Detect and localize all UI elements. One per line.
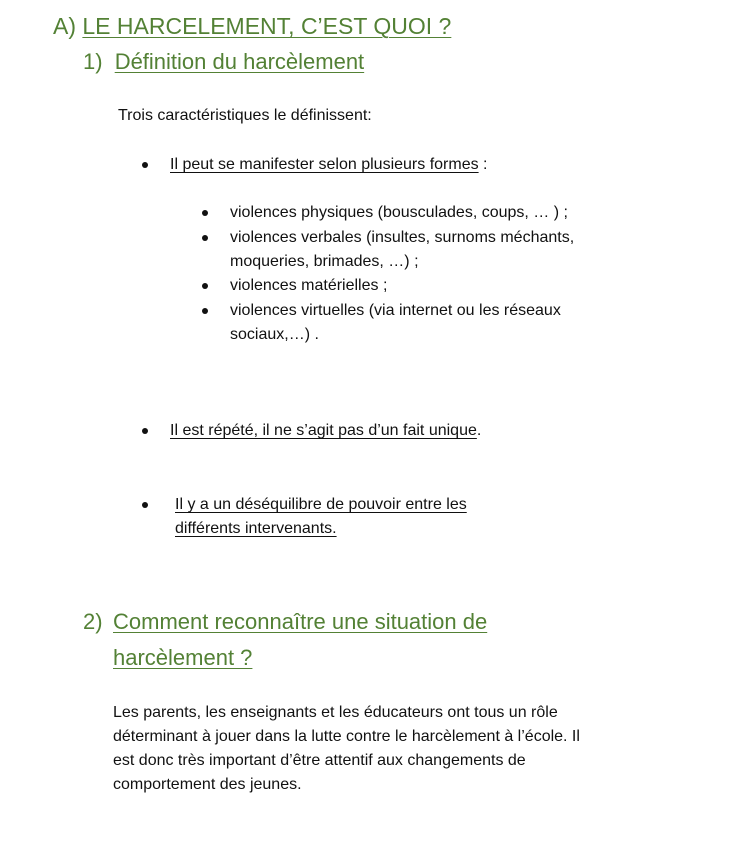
form-item-4-line1: violences virtuelles (via internet ou les réseaux	[230, 302, 561, 319]
paragraph-line-4: comportement des jeunes.	[113, 776, 302, 793]
characteristic-1-text: Il peut se manifester selon plusieurs formes	[170, 156, 479, 173]
bullet-icon	[142, 162, 148, 168]
form-item-4-line2: sociaux,…) .	[230, 326, 319, 343]
bullet-icon	[202, 210, 208, 216]
subsection-2-title-line2: harcèlement ?	[113, 645, 253, 670]
section-a-heading	[53, 11, 451, 41]
paragraph-line-1: Les parents, les enseignants et les éducateurs ont tous un rôle	[113, 704, 558, 721]
bullet-icon	[142, 502, 148, 508]
intro-text: Trois caractéristiques le définissent:	[118, 107, 372, 124]
section-a-prefix: A)	[53, 13, 76, 39]
characteristic-1	[170, 153, 487, 177]
bullet-icon	[202, 308, 208, 314]
bullet-icon	[202, 235, 208, 241]
bullet-icon	[202, 283, 208, 289]
form-item-2-line2: moqueries, brimades, …) ;	[230, 253, 419, 270]
section-a-title: LE HARCELEMENT, C’EST QUOI ?	[82, 13, 452, 39]
subsection-2-number: 2)	[83, 609, 103, 634]
form-item-1: violences physiques (bousculades, coups, … ) ;	[230, 204, 568, 221]
characteristic-2-suffix: .	[476, 422, 482, 439]
characteristic-3-line2: différents intervenants.	[175, 520, 337, 537]
characteristic-1-suffix: :	[478, 156, 488, 173]
subsection-1-number: 1)	[83, 49, 103, 74]
form-item-3: violences matérielles ;	[230, 277, 388, 294]
subsection-1-heading	[83, 47, 364, 77]
characteristic-3-line1: Il y a un déséquilibre de pouvoir entre les	[175, 496, 467, 513]
subsection-2-title-line1: Comment reconnaître une situation de	[113, 609, 488, 634]
bullet-icon	[142, 428, 148, 434]
characteristic-2-text: Il est répété, il ne s’agit pas d’un fait unique	[170, 422, 477, 439]
paragraph-line-2: déterminant à jouer dans la lutte contre le harcèlement à l’école. Il	[113, 728, 580, 745]
paragraph-line-3: est donc très important d’être attentif aux changements de	[113, 752, 526, 769]
form-item-2-line1: violences verbales (insultes, surnoms méchants,	[230, 229, 575, 246]
characteristic-2	[170, 419, 481, 443]
subsection-1-title: Définition du harcèlement	[114, 49, 365, 74]
